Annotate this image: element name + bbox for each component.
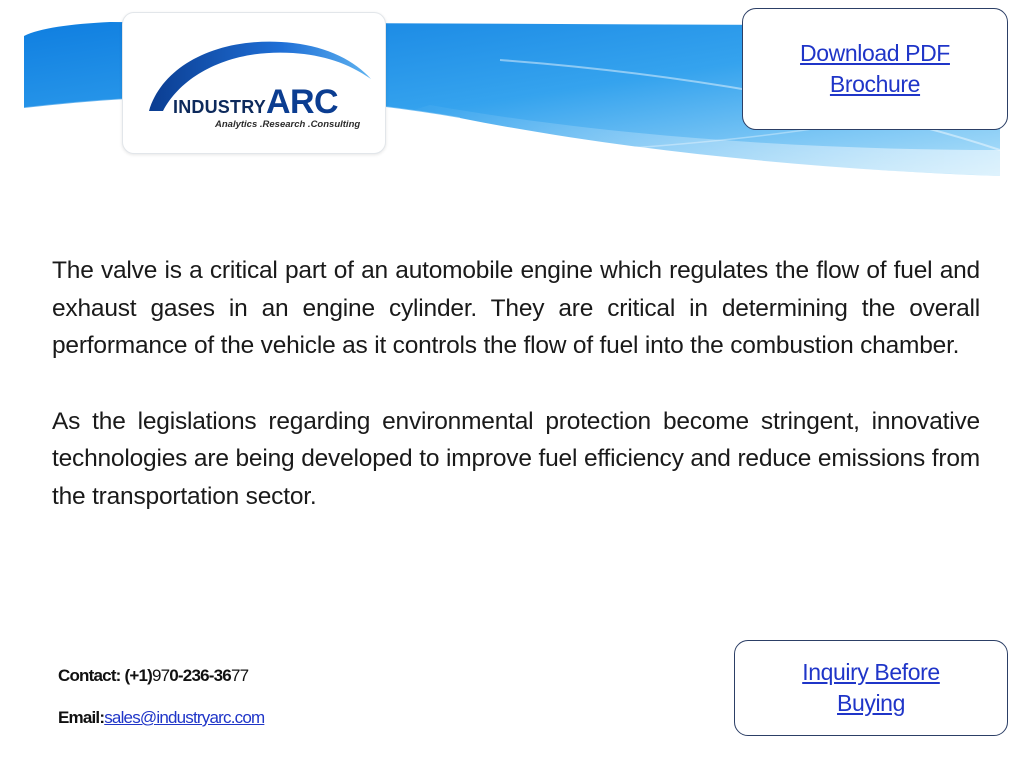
phone-part-a: 97 (151, 666, 170, 685)
logo-wordmark (173, 85, 338, 119)
main-content (52, 252, 980, 553)
contact-line (58, 666, 248, 686)
logo-brand-part1: INDUSTRY (173, 97, 266, 117)
email-link[interactable]: sales@industryarc.com (104, 708, 265, 727)
download-brochure-link[interactable] (800, 38, 950, 100)
download-brochure-box (742, 8, 1008, 130)
logo-card (122, 12, 386, 154)
paragraph-2: As the legislations regarding environmental protection become stringent, innovative technologies are being developed to improve fuel efficiency and reduce emissions from the transportation sector. (52, 407, 980, 510)
phone-part-b: 0-236-36 (169, 666, 231, 685)
inquiry-link-line1: Inquiry Before (802, 659, 940, 685)
logo-tagline: Analytics .Research .Consulting (215, 119, 361, 130)
email-label: Email: (58, 708, 105, 727)
contact-label: Contact: (+1) (58, 666, 152, 685)
inquiry-link-line2: Buying (837, 690, 905, 716)
inquiry-before-buying-link[interactable] (802, 657, 940, 719)
phone-part-c: 77 (230, 666, 249, 685)
email-line (58, 708, 264, 728)
download-link-line2: Brochure (829, 71, 921, 97)
logo-brand-part2: ARC (265, 83, 339, 121)
paragraph-1: The valve is a critical part of an automobile engine which regulates the flow of fuel and exhaust gases in an engine cylinder. They are critical in determining the overall performance of the vehicle as it controls the flow of fuel into the combustion chamber. (52, 257, 980, 359)
inquiry-box (734, 640, 1008, 736)
logo-swoosh-icon (123, 13, 385, 153)
download-link-line1: Download PDF (800, 40, 950, 66)
